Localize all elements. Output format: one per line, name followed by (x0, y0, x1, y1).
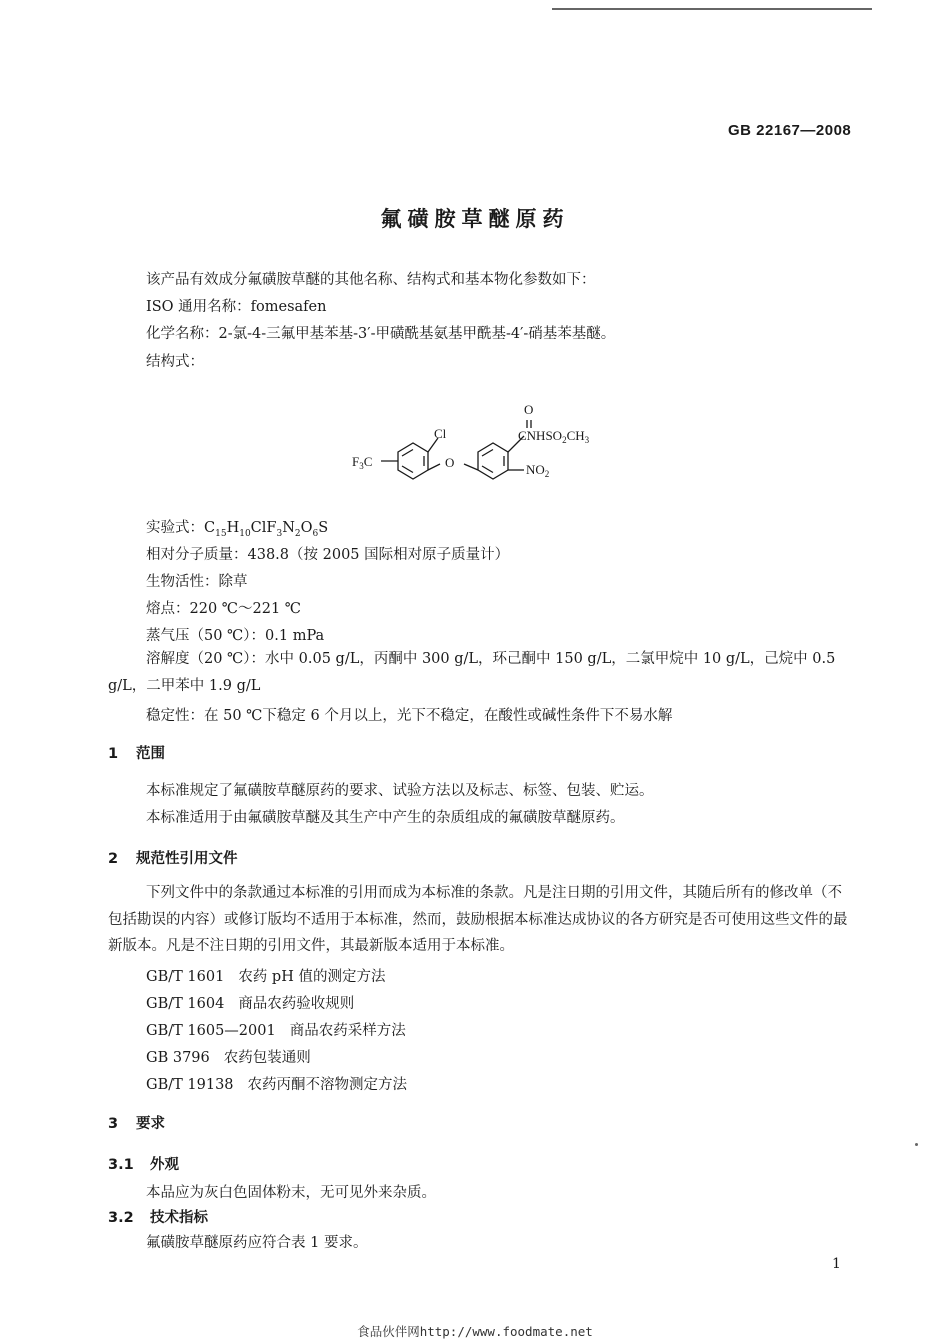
reference-name: 农药 pH 值的测定方法 (238, 969, 386, 985)
section-1-number: 1 (108, 746, 119, 762)
scope-paragraph-1: 本标准规定了氟磺胺草醚原药的要求、试验方法以及标志、标签、包装、贮运。 (146, 783, 654, 799)
iso-name-line: ISO 通用名称：fomesafen (146, 299, 327, 315)
vapor-pressure-line: 蒸气压（50 ℃）：0.1 mPa (146, 628, 325, 644)
section-3-1-heading (108, 1153, 179, 1174)
molecular-mass-line: 相对分子质量：438.8（按 2005 国际相对原子质量计） (146, 547, 510, 563)
section-3-title: 要求 (136, 1116, 165, 1132)
structural-formula (330, 398, 630, 490)
chemical-name-line: 化学名称：2-氯-4-三氟甲基苯基-3′-甲磺酰基氨基甲酰基-4′-硝基苯基醚。 (146, 326, 616, 342)
structure-label: 结构式： (146, 354, 204, 370)
ether-o-label: O (445, 455, 455, 470)
reference-name: 商品农药采样方法 (289, 1023, 406, 1039)
section-3-1-number: 3.1 (108, 1157, 134, 1173)
intro-line: 该产品有效成分氟磺胺草醚的其他名称、结构式和基本物化参数如下： (146, 272, 596, 288)
section-3-2-title: 技术指标 (150, 1210, 208, 1226)
section-3-2-heading (108, 1206, 208, 1227)
reference-item (146, 992, 354, 1013)
formula-line (146, 516, 328, 539)
reference-name: 农药丙酮不溶物测定方法 (247, 1077, 408, 1093)
section-2-number: 2 (108, 851, 119, 867)
chloro-label: Cl (434, 426, 447, 441)
reference-item (146, 1046, 311, 1067)
reference-code: GB 3796 (146, 1050, 210, 1066)
technical-spec-text: 氟磺胺草醚原药应符合表 1 要求。 (146, 1235, 368, 1251)
formula-value: $C_{15}H_{10}ClF_3N_2O_6S$ (204, 520, 329, 539)
formula-label: 实验式： (146, 520, 204, 536)
section-1-heading (108, 742, 165, 763)
reference-code: GB/T 1604 (146, 996, 225, 1012)
reference-item (146, 1019, 406, 1040)
section-2-title: 规范性引用文件 (136, 851, 238, 867)
scan-top-line (552, 8, 872, 10)
reference-name: 农药包装通则 (223, 1050, 311, 1066)
footer-watermark: 食品伙伴网http://www.foodmate.net (357, 1324, 593, 1339)
section-3-heading (108, 1112, 165, 1133)
reference-item (146, 1073, 407, 1094)
standard-number: GB 22167—2008 (728, 122, 852, 139)
amide-label: $CNHSO_2CH_3$ (518, 428, 590, 445)
section-3-2-number: 3.2 (108, 1210, 134, 1226)
nitro-label: $NO_2$ (526, 462, 550, 479)
document-title: 氟磺胺草醚原药 (380, 207, 570, 231)
page-number: 1 (832, 1256, 841, 1272)
reference-item (146, 965, 385, 986)
bioactivity-line: 生物活性：除草 (146, 574, 248, 590)
trifluoromethyl-label: $F_3C$ (352, 454, 373, 471)
normative-reference-paragraph: 下列文件中的条款通过本标准的引用而成为本标准的条款。凡是注日期的引用文件，其随后所有的修改单（不包括勘误的内容）或修订版均不适用于本标准，然而，鼓励根据本标准达成协议的各方研究是否可使用这些文件的最新版本。凡是不注日期的引用文件，其最新版本适用于本标准。 (108, 885, 848, 955)
melting-point-line: 熔点：220 ℃～221 ℃ (146, 601, 302, 617)
section-3-1-title: 外观 (150, 1157, 179, 1173)
reference-name: 商品农药验收规则 (238, 996, 355, 1012)
reference-code: GB/T 1605—2001 (146, 1023, 276, 1039)
section-2-heading (108, 847, 238, 868)
reference-code: GB/T 1601 (146, 969, 225, 985)
section-1-title: 范围 (136, 746, 165, 762)
carbonyl-o-label: O (524, 402, 534, 417)
solubility-paragraph: 溶解度（20 ℃）：水中 0.05 g/L，丙酮中 300 g/L，环己酮中 150 g/L，二氯甲烷中 10 g/L，己烷中 0.5 g/L，二甲苯中 1.9 g/L (108, 651, 836, 694)
reference-code: GB/T 19138 (146, 1077, 234, 1093)
appearance-text: 本品应为灰白色固体粉末，无可见外来杂质。 (146, 1185, 436, 1201)
section-3-number: 3 (108, 1116, 119, 1132)
scan-artifact-dot (915, 1143, 918, 1146)
stability-line: 稳定性：在 50 ℃下稳定 6 个月以上，光下不稳定，在酸性或碱性条件下不易水解 (146, 708, 673, 724)
scope-paragraph-2: 本标准适用于由氟磺胺草醚及其生产中产生的杂质组成的氟磺胺草醚原药。 (146, 810, 625, 826)
